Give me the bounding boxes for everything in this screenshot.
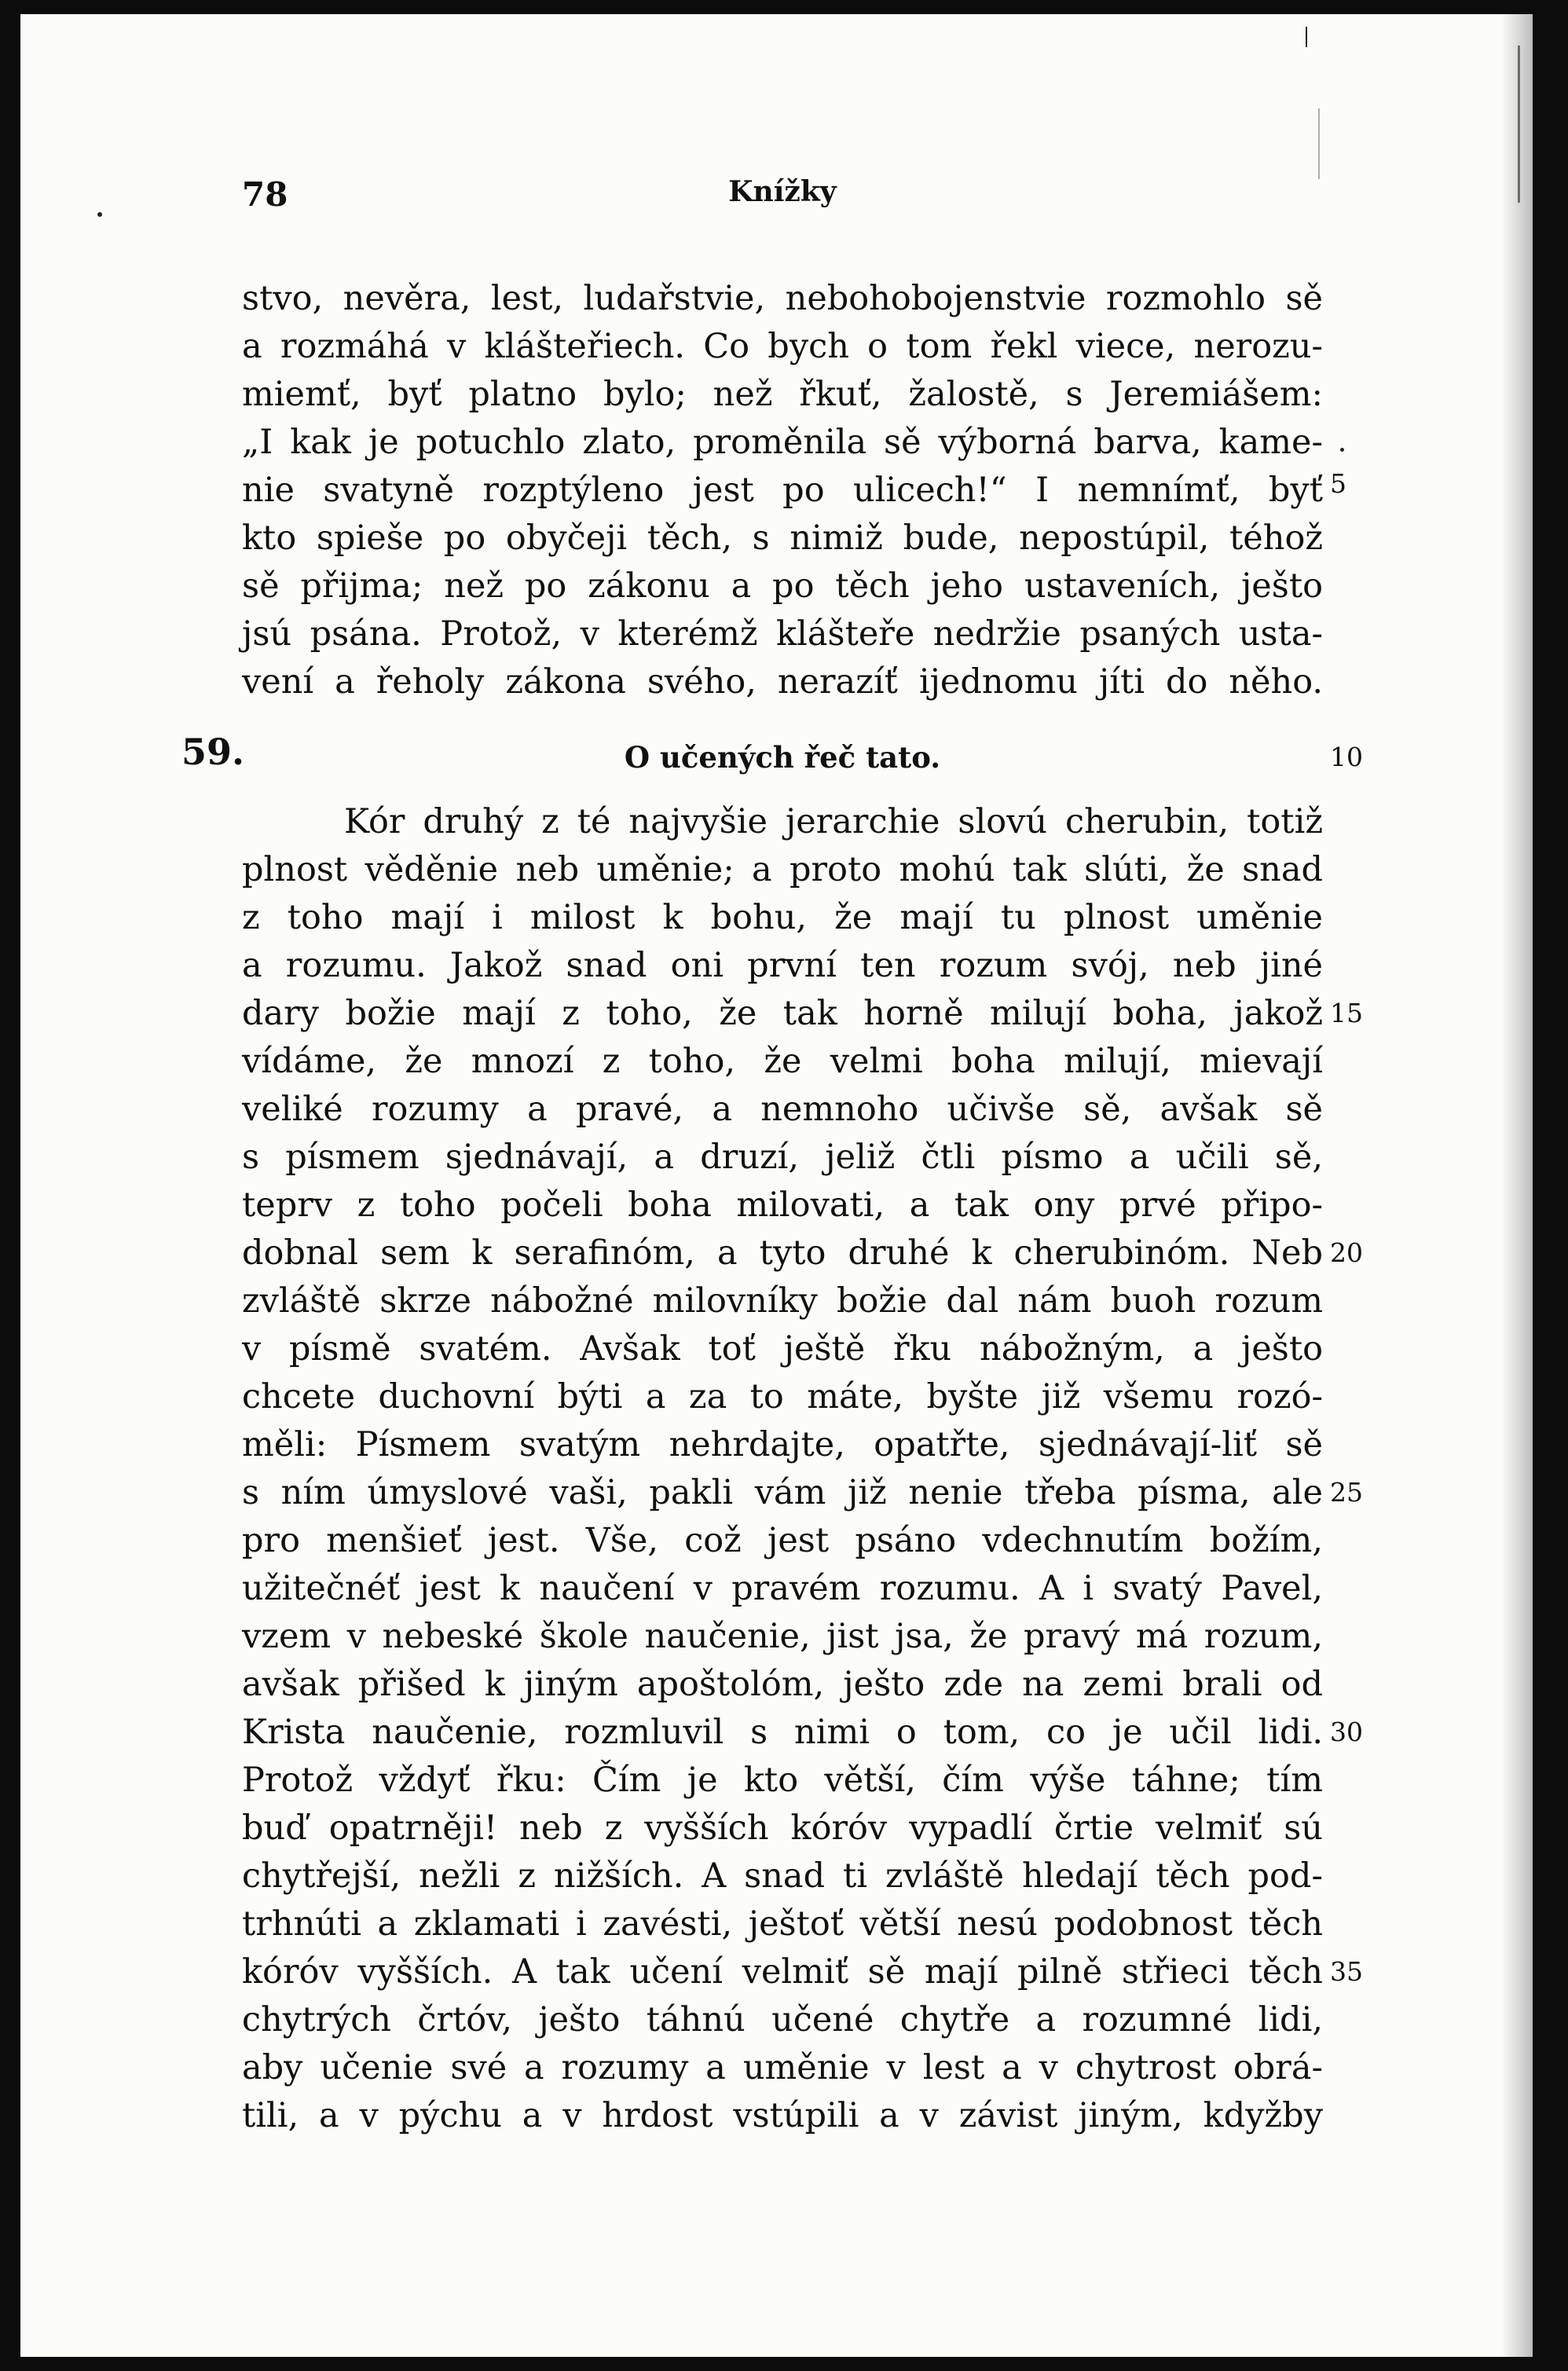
- line-number: 35: [1330, 1956, 1363, 1987]
- text-line: stvo, nevěra, lest, ludařstvie, nebohobojenstvie rozmohlo sě: [242, 279, 1323, 318]
- section-number: 59.: [181, 731, 245, 773]
- text-line: Kór druhý z té najvyšie jerarchie slovú cherubin, totiž: [344, 802, 1323, 841]
- text-line: Krista naučenie, rozmluvil s nimi o tom, co je učil lidi.: [242, 1713, 1323, 1752]
- text-line: pro menšieť jest. Vše, což jest psáno vdechnutím božím,: [242, 1521, 1323, 1560]
- paragraph-2: [242, 798, 1323, 2140]
- section-heading: O učených řeč tato.: [624, 740, 941, 775]
- scan-artifact: [1340, 448, 1344, 452]
- paragraph-1: [242, 275, 1323, 706]
- line-number: 25: [1330, 1477, 1363, 1508]
- line-number: 30: [1330, 1717, 1363, 1747]
- line-number: 15: [1330, 998, 1363, 1028]
- scan-artifact: [97, 212, 102, 217]
- text-line: nie svatyně rozptýleno jest po ulicech!“ I nemnímť, byť: [242, 471, 1323, 510]
- scan-artifact: [1306, 27, 1307, 47]
- line-number: 20: [1330, 1237, 1363, 1268]
- line-number: 5: [1330, 468, 1346, 499]
- scan-artifact: [1318, 108, 1320, 179]
- text-line: a rozmáhá v klášteřiech. Co bych o tom řekl viece, nerozu-: [242, 327, 1323, 366]
- scan-artifact: [1518, 46, 1520, 203]
- text-line: plnost věděnie neb uměnie; a proto mohú tak slúti, že snad: [242, 850, 1323, 889]
- text-line: z toho mají i milost k bohu, že mají tu plnost uměnie: [242, 898, 1323, 937]
- text-line: vídáme, že mnozí z toho, že velmi boha milují, mievají: [242, 1042, 1323, 1081]
- page-number: 78: [242, 175, 288, 214]
- text-line: miemť, byť platno bylo; než řkuť, žalostě, s Jeremiášem:: [242, 375, 1323, 414]
- text-line: chytřejší, nežli z nižších. A snad ti zvláště hledají těch pod-: [242, 1856, 1323, 1896]
- text-line: jsú psána. Protož, v kterémž klášteře nedržie psaných usta-: [242, 614, 1323, 654]
- text-line: sě přijma; než po zákonu a po těch jeho ustaveních, ješto: [242, 566, 1323, 606]
- text-line: aby učenie své a rozumy a uměnie v lest a v chytrost obrá-: [242, 2048, 1323, 2087]
- text-line: vzem v nebeské škole naučenie, jist jsa, že pravý má rozum,: [242, 1617, 1323, 1656]
- text-line: a rozumu. Jakož snad oni první ten rozum svój, neb jiné: [242, 946, 1323, 985]
- text-line: Protož vždyť řku: Čím je kto větší, čím výše táhne; tím: [242, 1761, 1323, 1800]
- text-line: s písmem sjednávají, a druzí, jeliž čtli písmo a učili sě,: [242, 1138, 1323, 1177]
- text-line: buď opatrněji! neb z vyšších kóróv vypadlí črtie velmiť sú: [242, 1808, 1323, 1848]
- text-line: měli: Písmem svatým nehrdajte, opatřte, sjednávají-liť sě: [242, 1425, 1323, 1464]
- page-edge-shadow: [1501, 14, 1533, 2357]
- text-line: teprv z toho počeli boha milovati, a tak ony prvé připo-: [242, 1186, 1323, 1225]
- text-line: trhnúti a zklamati i zavésti, ještoť větší nesú podobnost těch: [242, 1904, 1323, 1944]
- text-line: kóróv vyšších. A tak učení velmiť sě mají pilně střieci těch: [242, 1952, 1323, 1992]
- text-line: kto spieše po obyčeji těch, s nimiž bude, nepostúpil, téhož: [242, 519, 1323, 558]
- book-page: [20, 14, 1533, 2357]
- text-line: vení a řeholy zákona svého, nerazíť ijednomu jíti do něho.: [242, 662, 1323, 702]
- text-line: v písmě svatém. Avšak toť ještě řku nábožným, a ješto: [242, 1329, 1323, 1369]
- text-line: s ním úmyslové vaši, pakli vám již nenie třeba písma, ale: [242, 1473, 1323, 1512]
- text-line: veliké rozumy a pravé, a nemnoho učivše sě, avšak sě: [242, 1090, 1323, 1129]
- text-line: „I kak je potuchlo zlato, proměnila sě výborná barva, kame-: [242, 423, 1323, 462]
- page-header: [242, 175, 1323, 222]
- line-number: 10: [1330, 742, 1363, 772]
- text-line: chcete duchovní býti a za to máte, byšte již všemu rozó-: [242, 1377, 1323, 1416]
- running-head: Knížky: [728, 175, 837, 208]
- text-line: tili, a v pýchu a v hrdost vstúpili a v závist jiným, kdyžby: [242, 2096, 1323, 2135]
- text-line: dobnal sem k serafinóm, a tyto druhé k cherubinóm. Neb: [242, 1233, 1323, 1273]
- text-line: zvláště skrze nábožné milovníky božie dal nám buoh rozum: [242, 1281, 1323, 1321]
- text-line: užitečnéť jest k naučení v pravém rozumu. A i svatý Pavel,: [242, 1569, 1323, 1608]
- text-line: avšak přišed k jiným apoštolóm, ješto zde na zemi brali od: [242, 1665, 1323, 1704]
- text-line: chytrých črtóv, ješto táhnú učené chytře a rozumné lidi,: [242, 2000, 1323, 2039]
- text-line: dary božie mají z toho, že tak horně milují boha, jakož: [242, 994, 1323, 1033]
